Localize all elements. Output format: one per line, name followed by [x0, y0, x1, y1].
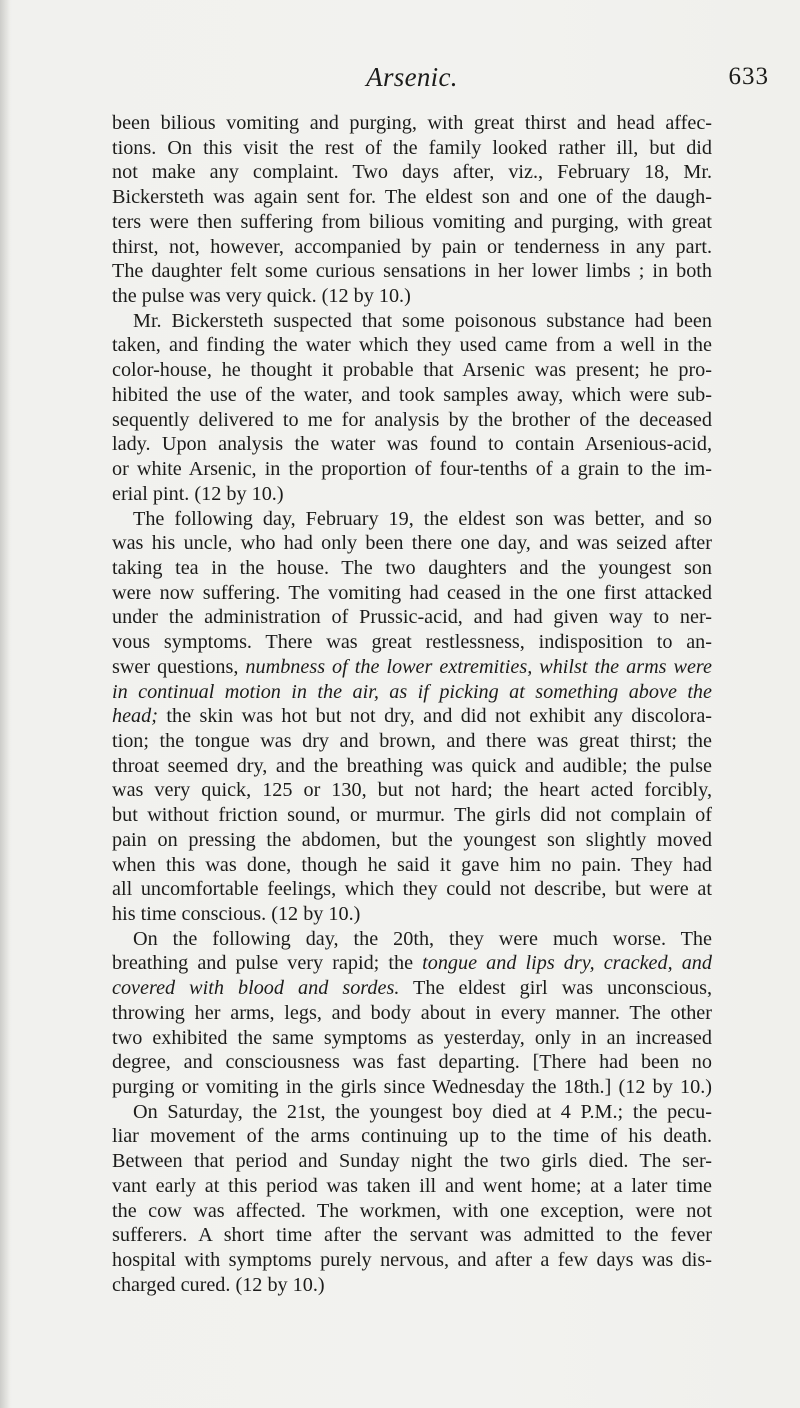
text-segment: two exhibited the same symptoms as yesterday, only in an increased	[112, 1026, 712, 1049]
text-line	[112, 259, 712, 284]
text-line	[112, 1174, 712, 1199]
text-segment: tion; the tongue was dry and brown, and there was great thirst; the	[112, 729, 712, 752]
text-line	[112, 1199, 712, 1224]
text-line	[112, 482, 712, 507]
text-line	[112, 160, 712, 185]
text-segment: was very quick, 125 or 130, but not hard; the heart acted forcibly,	[112, 779, 712, 802]
text-segment: thirst, not, however, accompanied by pain or tenderness in any part.	[112, 235, 712, 258]
text-line	[112, 408, 712, 433]
text-line	[112, 927, 712, 952]
text-line	[112, 1124, 712, 1149]
text-segment: swer questions,	[112, 655, 246, 678]
text-segment: Mr. Bickersteth suspected that some poisonous substance had been	[133, 309, 712, 332]
text-segment: were now suffering. The vomiting had ceased in the one first attacked	[112, 581, 712, 604]
text-segment: degree, and consciousness was fast departing. [There had been no	[112, 1051, 712, 1074]
text-segment: not make any complaint. Two days after, viz., February 18, Mr.	[112, 161, 712, 184]
text-segment: Bickersteth was again sent for. The eldest son and one of the daugh-	[112, 186, 712, 209]
text-line	[112, 976, 712, 1001]
italic-text-segment: covered with blood and sordes.	[112, 977, 400, 1000]
text-segment: the skin was hot but not dry, and did not exhibit any discolora-	[157, 705, 712, 728]
text-segment: throat seemed dry, and the breathing was quick and audible; the pulse	[112, 754, 712, 777]
text-line	[112, 556, 712, 581]
text-line	[112, 309, 712, 334]
text-segment: all uncomfortable feelings, which they could not describe, but were at	[112, 878, 712, 901]
text-line	[112, 680, 712, 705]
text-segment: ters were then suffering from bilious vomiting and purging, with great	[112, 210, 712, 233]
text-segment: Between that period and Sunday night the two girls died. The ser-	[112, 1150, 712, 1173]
text-segment: liar movement of the arms continuing up to the time of his death.	[112, 1125, 712, 1148]
text-line	[112, 877, 712, 902]
text-segment: On Saturday, the 21st, the youngest boy died at 4 P.M.; the pecu-	[133, 1100, 712, 1123]
text-segment: The following day, February 19, the eldest son was better, and so	[133, 507, 712, 530]
page-gutter-shadow	[0, 0, 10, 1408]
text-line	[112, 803, 712, 828]
text-segment: been bilious vomiting and purging, with great thirst and head affec-	[112, 112, 712, 134]
text-segment: On the following day, the 20th, they were much worse. The	[133, 927, 712, 950]
text-line	[112, 778, 712, 803]
italic-text-segment: in continual motion in the air, as if picking at something above the	[112, 680, 712, 703]
text-line	[112, 1075, 712, 1100]
text-line	[112, 1223, 712, 1248]
text-line	[112, 383, 712, 408]
text-segment: lady. Upon analysis the water was found to contain Arsenious-acid,	[112, 433, 712, 456]
text-line	[112, 507, 712, 532]
text-segment: taking tea in the house. The two daughters and the youngest son	[112, 556, 712, 579]
text-line	[112, 210, 712, 235]
text-line	[112, 630, 712, 655]
text-segment: but without friction sound, or murmur. The girls did not complain of	[112, 804, 712, 827]
text-segment: or white Arsenic, in the proportion of four-tenths of a grain to the im-	[112, 458, 712, 481]
text-segment: hospital with symptoms purely nervous, and after a few days was dis-	[112, 1249, 712, 1272]
text-line	[112, 235, 712, 260]
text-line	[112, 902, 712, 927]
italic-text-segment: numbness of the lower extremities, whilst the arms were	[245, 655, 712, 678]
text-line	[112, 333, 712, 358]
text-line	[112, 457, 712, 482]
text-line	[112, 655, 712, 680]
text-line	[112, 853, 712, 878]
text-line	[112, 284, 712, 309]
text-segment: sequently delivered to me for analysis by the brother of the deceased	[112, 408, 712, 431]
text-segment: pain on pressing the abdomen, but the youngest son slightly moved	[112, 828, 712, 851]
text-line	[112, 1273, 712, 1298]
text-segment: sufferers. A short time after the servant was admitted to the fever	[112, 1224, 712, 1247]
text-line	[112, 1100, 712, 1125]
text-line	[112, 136, 712, 161]
italic-text-segment: head;	[112, 705, 158, 728]
text-line	[112, 111, 712, 136]
text-segment: when this was done, though he said it gave him no pain. They had	[112, 853, 712, 876]
text-line	[112, 704, 712, 729]
page-header	[112, 62, 769, 92]
text-line	[112, 1149, 712, 1174]
text-segment: throwing her arms, legs, and body about in every manner. The other	[112, 1001, 712, 1024]
text-line	[112, 951, 712, 976]
text-line	[112, 531, 712, 556]
text-segment: tions. On this visit the rest of the family looked rather ill, but did	[112, 136, 712, 159]
body-text	[112, 111, 712, 1298]
text-segment: breathing and pulse very rapid; the	[112, 952, 423, 975]
text-line	[112, 828, 712, 853]
text-segment: the cow was affected. The workmen, with one exception, were not	[112, 1199, 712, 1222]
text-segment: vant early at this period was taken ill and went home; at a later time	[112, 1174, 712, 1197]
page-number: 633	[728, 63, 769, 90]
text-segment: The daughter felt some curious sensations in her lower limbs ; in both	[112, 260, 712, 283]
text-segment: The eldest girl was unconscious,	[399, 977, 712, 1000]
text-line	[112, 605, 712, 630]
text-line	[112, 581, 712, 606]
text-segment: was his uncle, who had only been there one day, and was seized after	[112, 532, 712, 555]
text-line	[112, 1001, 712, 1026]
text-line	[112, 432, 712, 457]
text-segment: color-house, he thought it probable that Arsenic was present; he pro-	[112, 359, 712, 382]
text-segment: his time conscious. (12 by 10.)	[112, 903, 361, 925]
text-segment: under the administration of Prussic-acid, and had given way to ner-	[112, 606, 712, 629]
text-segment: vous symptoms. There was great restlessness, indisposition to an-	[112, 631, 712, 654]
text-line	[112, 358, 712, 383]
text-segment: taken, and finding the water which they used came from a well in the	[112, 334, 712, 357]
text-line	[112, 1050, 712, 1075]
text-line	[112, 1026, 712, 1051]
italic-text-segment: tongue and lips dry, cracked, and	[422, 952, 712, 975]
text-segment: purging or vomiting in the girls since Wednesday the 18th.] (12 by 10.)	[112, 1076, 712, 1099]
text-segment: erial pint. (12 by 10.)	[112, 482, 284, 505]
text-line	[112, 1248, 712, 1273]
text-segment: the pulse was very quick. (12 by 10.)	[112, 285, 411, 308]
text-line	[112, 729, 712, 754]
text-segment: charged cured. (12 by 10.)	[112, 1273, 325, 1296]
running-head: Arsenic.	[366, 62, 458, 92]
text-line	[112, 754, 712, 779]
text-line	[112, 185, 712, 210]
text-segment: hibited the use of the water, and took samples away, which were sub-	[112, 383, 712, 406]
